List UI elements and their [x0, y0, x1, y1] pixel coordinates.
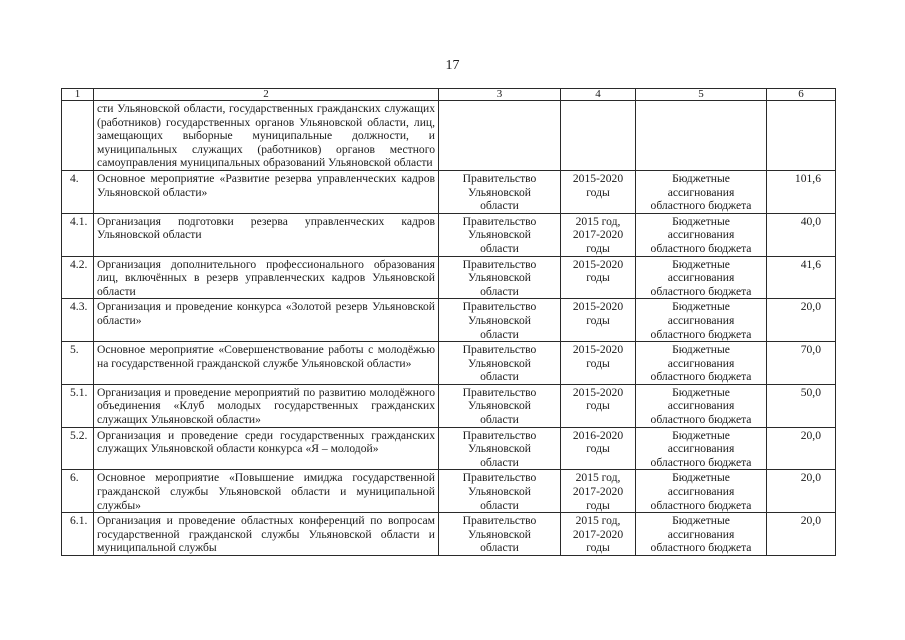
activity-name-cell: Основное мероприятие «Совершенствование работы с молодёжью на государственной гражданской службе Ульяновской области»	[94, 342, 439, 385]
row-number-cell: 4.3.	[62, 299, 94, 342]
funding-source-cell: Бюджетные ассигнования областного бюджета	[636, 213, 767, 256]
amount-cell	[767, 101, 836, 171]
page-number: 17	[445, 58, 460, 73]
amount-cell: 20,0	[767, 470, 836, 513]
executor-cell: Правительство Ульяновской области	[439, 470, 561, 513]
funding-source-cell: Бюджетные ассигнования областного бюджета	[636, 427, 767, 470]
period-cell: 2015-2020 годы	[561, 256, 636, 299]
funding-source-cell: Бюджетные ассигнования областного бюджета	[636, 170, 767, 213]
activity-name-cell: Организация и проведение среди государственных гражданских служащих Ульяновской области конкурса «Я – молодой»	[94, 427, 439, 470]
row-number-cell: 6.1.	[62, 513, 94, 556]
period-cell: 2015 год, 2017-2020 годы	[561, 213, 636, 256]
executor-cell: Правительство Ульяновской области	[439, 513, 561, 556]
table-header-row	[62, 89, 836, 101]
table-row	[62, 427, 836, 470]
period-cell: 2015-2020 годы	[561, 342, 636, 385]
row-number-cell: 6.	[62, 470, 94, 513]
program-activities-table	[61, 88, 836, 556]
executor-cell: Правительство Ульяновской области	[439, 213, 561, 256]
executor-cell: Правительство Ульяновской области	[439, 256, 561, 299]
activity-name-cell: Основное мероприятие «Повышение имиджа государственной гражданской службы Ульяновской области и муниципальной службы»	[94, 470, 439, 513]
amount-cell: 50,0	[767, 384, 836, 427]
executor-cell	[439, 101, 561, 171]
table-row-continuation	[62, 101, 836, 171]
table-row	[62, 170, 836, 213]
period-cell: 2015-2020 годы	[561, 384, 636, 427]
funding-source-cell: Бюджетные ассигнования областного бюджета	[636, 256, 767, 299]
period-cell: 2015 год, 2017-2020 годы	[561, 513, 636, 556]
executor-cell: Правительство Ульяновской области	[439, 427, 561, 470]
period-cell: 2016-2020 годы	[561, 427, 636, 470]
funding-source-cell	[636, 101, 767, 171]
amount-cell: 20,0	[767, 427, 836, 470]
table-row	[62, 256, 836, 299]
funding-source-cell: Бюджетные ассигнования областного бюджета	[636, 513, 767, 556]
amount-cell: 20,0	[767, 513, 836, 556]
period-cell: 2015 год, 2017-2020 годы	[561, 470, 636, 513]
amount-cell: 101,6	[767, 170, 836, 213]
row-number-cell: 4.	[62, 170, 94, 213]
row-number-cell: 4.1.	[62, 213, 94, 256]
period-cell: 2015-2020 годы	[561, 299, 636, 342]
activity-name-cell: Организация и проведение мероприятий по развитию молодёжного объединения «Клуб молодых государственных гражданских служащих Ульяновской области»	[94, 384, 439, 427]
funding-source-cell: Бюджетные ассигнования областного бюджета	[636, 384, 767, 427]
header-cell: 3	[439, 89, 561, 101]
executor-cell: Правительство Ульяновской области	[439, 384, 561, 427]
row-number-cell: 4.2.	[62, 256, 94, 299]
activity-name-cell: Организация и проведение конкурса «Золотой резерв Ульяновской области»	[94, 299, 439, 342]
row-number-cell: 5.2.	[62, 427, 94, 470]
table-row	[62, 470, 836, 513]
executor-cell: Правительство Ульяновской области	[439, 299, 561, 342]
activity-name-cell: Организация подготовки резерва управленческих кадров Ульяновской области	[94, 213, 439, 256]
period-cell: 2015-2020 годы	[561, 170, 636, 213]
table-row	[62, 513, 836, 556]
row-number-cell	[62, 101, 94, 171]
amount-cell: 40,0	[767, 213, 836, 256]
table-row	[62, 213, 836, 256]
row-number-cell: 5.1.	[62, 384, 94, 427]
activity-name-cell: Основное мероприятие «Развитие резерва управленческих кадров Ульяновской области»	[94, 170, 439, 213]
amount-cell: 41,6	[767, 256, 836, 299]
amount-cell: 20,0	[767, 299, 836, 342]
activity-name-cell: сти Ульяновской области, государственных гражданских служащих (работников) государственных органов Ульяновской области, лиц, замещающих выборные муниципальные должности, и муниципальных служащих (работников) органов местного самоуправления муниципальных образований Ульяновской области	[94, 101, 439, 171]
table-row	[62, 299, 836, 342]
funding-source-cell: Бюджетные ассигнования областного бюджета	[636, 470, 767, 513]
header-cell: 2	[94, 89, 439, 101]
period-cell	[561, 101, 636, 171]
amount-cell: 70,0	[767, 342, 836, 385]
executor-cell: Правительство Ульяновской области	[439, 342, 561, 385]
executor-cell: Правительство Ульяновской области	[439, 170, 561, 213]
table-row	[62, 342, 836, 385]
activity-name-cell: Организация и проведение областных конференций по вопросам государственной гражданской службы Ульяновской области и муниципальной службы	[94, 513, 439, 556]
header-cell: 6	[767, 89, 836, 101]
header-cell: 5	[636, 89, 767, 101]
header-cell: 4	[561, 89, 636, 101]
funding-source-cell: Бюджетные ассигнования областного бюджета	[636, 342, 767, 385]
funding-source-cell: Бюджетные ассигнования областного бюджета	[636, 299, 767, 342]
table-row	[62, 384, 836, 427]
header-cell: 1	[62, 89, 94, 101]
activity-name-cell: Организация дополнительного профессионального образования лиц, включённых в резерв управленческих кадров Ульяновской области	[94, 256, 439, 299]
row-number-cell: 5.	[62, 342, 94, 385]
